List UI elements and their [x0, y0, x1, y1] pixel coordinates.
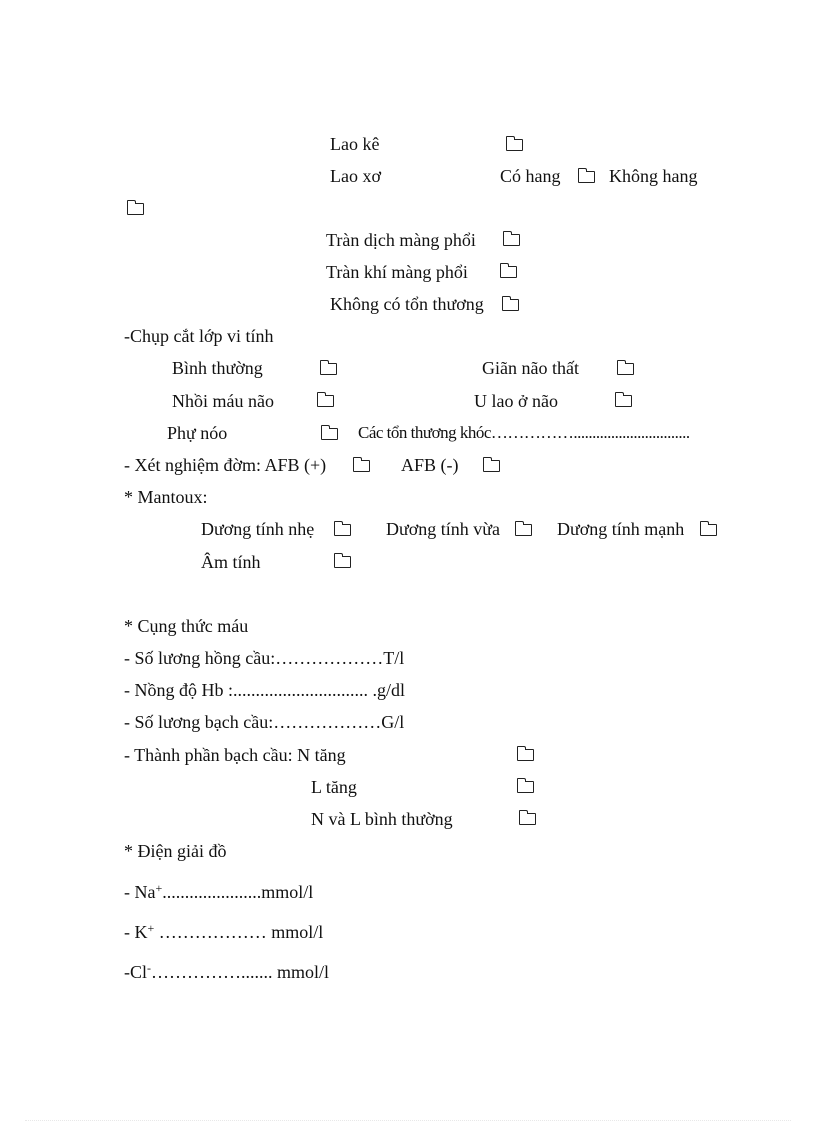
ct-heading: -Chụp cắt lớp vi tính — [124, 326, 274, 346]
opt-l-tang: L tăng — [311, 777, 357, 797]
hong-cau-field: - Số lương hồng cầu:………………T/l — [124, 648, 405, 668]
opt-duong-tinh-vua: Dương tính vừa — [386, 519, 501, 539]
checkbox-icon[interactable] — [483, 460, 500, 472]
opt-u-lao: U lao ở não — [474, 391, 558, 411]
afb-neg-label: AFB (-) — [401, 455, 459, 475]
checkbox-icon[interactable] — [317, 395, 334, 407]
opt-phu-nao: Phự nóo — [167, 423, 228, 443]
opt-nhoi-mau-nao: Nhồi máu não — [172, 391, 274, 411]
checkbox-icon[interactable] — [502, 299, 519, 311]
opt-khong-hang: Không hang — [609, 166, 698, 186]
opt-am-tinh: Âm tính — [201, 552, 261, 572]
hb-field: - Nồng độ Hb :.............................. .g/dl — [124, 680, 405, 700]
checkbox-icon[interactable] — [700, 524, 717, 536]
opt-lao-xo: Lao xơ — [330, 166, 382, 186]
checkbox-icon[interactable] — [503, 234, 520, 246]
thanh-phan-label: - Thành phần bạch cầu: N tăng — [124, 745, 346, 765]
checkbox-icon[interactable] — [617, 363, 634, 375]
bach-cau-field: - Số lương bạch cầu:………………G/l — [124, 712, 405, 732]
opt-khong-ton-thuong: Không có tổn thương — [330, 294, 484, 314]
checkbox-icon[interactable] — [320, 363, 337, 375]
opt-co-hang: Có hang — [500, 166, 561, 186]
checkbox-icon[interactable] — [515, 524, 532, 536]
mau-heading: * Cụng thức máu — [124, 616, 249, 636]
checkbox-icon[interactable] — [353, 460, 370, 472]
checkbox-icon[interactable] — [334, 556, 351, 568]
opt-binh-thuong: Bình thường — [172, 358, 263, 378]
opt-tran-khi: Tràn khí màng phổi — [326, 262, 468, 282]
checkbox-icon[interactable] — [578, 171, 595, 183]
checkbox-icon[interactable] — [615, 395, 632, 407]
opt-gian-nao-that: Giãn não thất — [482, 358, 579, 378]
checkbox-icon[interactable] — [517, 781, 534, 793]
dien-giai-heading: * Điện giải đồ — [124, 841, 227, 861]
checkbox-icon[interactable] — [506, 139, 523, 151]
checkbox-icon[interactable] — [500, 266, 517, 278]
checkbox-icon[interactable] — [321, 428, 338, 440]
dom-label: - Xét nghiệm đờm: AFB (+) — [124, 455, 327, 475]
page-bottom-divider — [25, 1120, 791, 1121]
opt-n-l-binh-thuong: N và L bình thường — [311, 809, 453, 829]
checkbox-icon[interactable] — [517, 749, 534, 761]
checkbox-icon[interactable] — [127, 203, 144, 215]
k-field: - K+ ……………… mmol/l — [124, 921, 324, 942]
mantoux-heading: * Mantoux: — [124, 487, 208, 507]
opt-duong-tinh-nhe: Dương tính nhẹ — [201, 519, 315, 539]
checkbox-icon[interactable] — [519, 813, 536, 825]
cl-field: -Cl-……………....... mmol/l — [124, 961, 330, 982]
opt-tran-dich: Tràn dịch màng phổi — [326, 230, 476, 250]
opt-lao-ke: Lao kê — [330, 134, 380, 154]
na-field: - Na+......................mmol/l — [124, 881, 314, 902]
opt-cac-ton-thuong: Các tổn thương khóc……………............................... — [358, 423, 690, 442]
opt-duong-tinh-manh: Dương tính mạnh — [557, 519, 685, 539]
checkbox-icon[interactable] — [334, 524, 351, 536]
